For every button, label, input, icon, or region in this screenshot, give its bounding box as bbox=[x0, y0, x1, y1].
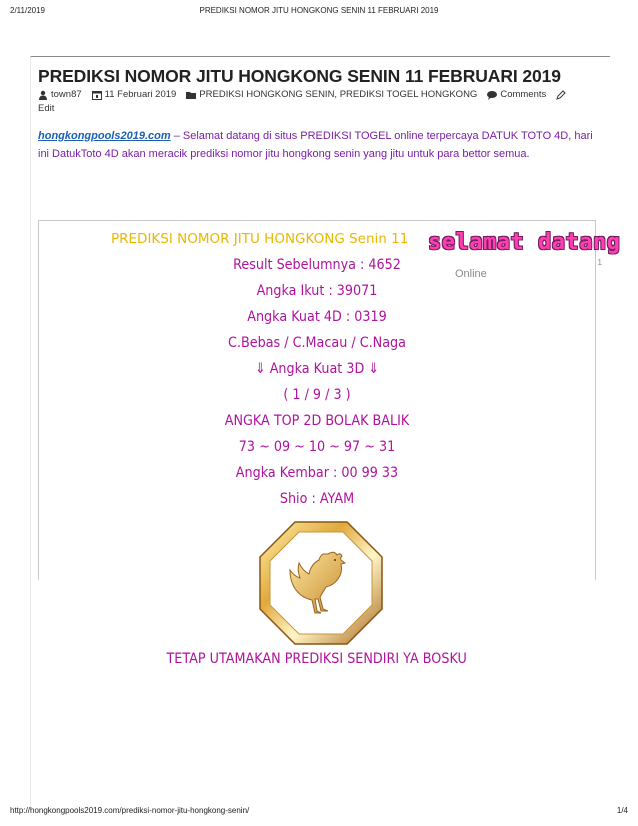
meta-date[interactable] bbox=[92, 88, 177, 102]
meta-comments[interactable] bbox=[487, 88, 546, 102]
site-link[interactable]: hongkongpools2019.com bbox=[38, 130, 171, 142]
angka-kuat-4d-line: Angka Kuat 4D : 0319 bbox=[247, 309, 387, 325]
print-url: http://hongkongpools2019.com/prediksi-nomor-jitu-hongkong-senin/ bbox=[10, 806, 250, 815]
print-page-number: 1/4 bbox=[616, 806, 628, 815]
calendar-icon bbox=[92, 90, 102, 100]
date-link[interactable]: 11 Februari 2019 bbox=[104, 89, 177, 100]
meta-author[interactable] bbox=[38, 88, 82, 102]
online-count: 1 bbox=[597, 258, 602, 267]
print-header bbox=[10, 6, 628, 20]
author-link[interactable]: town87 bbox=[51, 89, 82, 100]
intro-paragraph bbox=[38, 127, 598, 163]
user-icon bbox=[38, 90, 48, 100]
welcome-text: selamat datang bbox=[428, 230, 621, 255]
angka-ikut-line: Angka Ikut : 39071 bbox=[256, 283, 378, 299]
post-meta bbox=[38, 88, 598, 116]
print-footer bbox=[10, 806, 628, 818]
edit-link[interactable]: Edit bbox=[38, 103, 55, 114]
folder-icon bbox=[186, 90, 196, 100]
comments-link[interactable]: Comments bbox=[500, 89, 547, 100]
categories-link[interactable]: PREDIKSI HONGKONG SENIN, PREDIKSI TOGEL HONGKONG bbox=[199, 89, 478, 100]
angka-kuat-3d-line: ⇓ Angka Kuat 3D ⇓ bbox=[254, 361, 380, 377]
digits-3d-line: ( 1 / 9 / 3 ) bbox=[283, 387, 351, 403]
intro-text: – Selamat datang di situs PREDIKSI TOGEL online terpercaya DATUK TOTO 4D, hari ini DatukToto 4D akan meracik prediksi nomor jitu hongkong senin yang jitu untuk para bettor semua. bbox=[38, 130, 593, 160]
angka-kembar-line: Angka Kembar : 00 99 33 bbox=[235, 465, 399, 481]
post-title: PREDIKSI NOMOR JITU HONGKONG SENIN 11 FEBRUARI 2019 bbox=[38, 66, 561, 86]
print-date: 2/11/2019 bbox=[10, 6, 45, 15]
meta-edit-icon-wrap[interactable] bbox=[556, 90, 569, 100]
footer-note: TETAP UTAMAKAN PREDIKSI SENDIRI YA BOSKU bbox=[166, 651, 468, 667]
result-line: Result Sebelumnya : 4652 bbox=[233, 257, 401, 273]
pencil-icon[interactable] bbox=[556, 90, 566, 100]
online-label: Online bbox=[455, 268, 487, 280]
markets-line: C.Bebas / C.Macau / C.Naga bbox=[228, 335, 406, 351]
top-2d-values-line: 73 ~ 09 ~ 10 ~ 97 ~ 31 bbox=[238, 439, 396, 455]
shio-line: Shio : AYAM bbox=[279, 491, 355, 507]
welcome-badge[interactable] bbox=[428, 230, 621, 286]
top-2d-label-line: ANGKA TOP 2D BOLAK BALIK bbox=[224, 413, 410, 429]
prediction-footer bbox=[38, 651, 596, 667]
print-title: PREDIKSI NOMOR JITU HONGKONG SENIN 11 FEBRUARI 2019 bbox=[199, 6, 439, 15]
prediction-heading: PREDIKSI NOMOR JITU HONGKONG Senin 11 bbox=[111, 231, 409, 247]
comment-icon bbox=[487, 90, 497, 100]
rooster-shio-icon bbox=[258, 520, 384, 646]
meta-categories[interactable] bbox=[186, 88, 477, 102]
